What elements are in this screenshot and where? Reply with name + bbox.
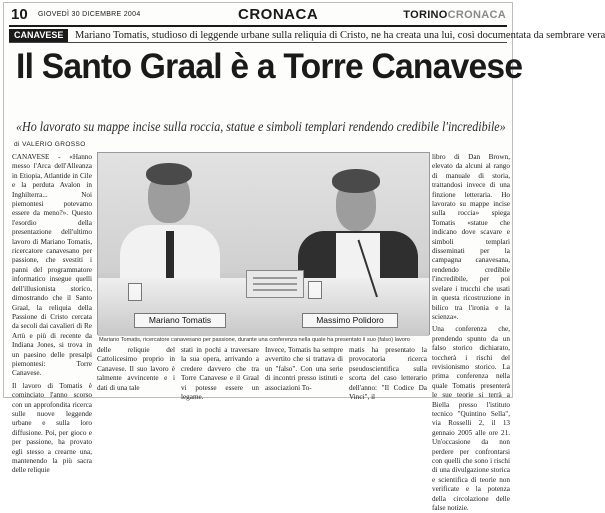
right-column [432, 153, 510, 513]
kicker-tag: CANAVESE [9, 29, 68, 42]
water-glass [308, 281, 322, 299]
page-number: 10 [11, 6, 28, 23]
kicker-row [9, 29, 605, 43]
left-paragraph-2: Il lavoro di Tomatis è cominciato l'anno scorso con un approfondita ricerca sulle nuove leggende urbane e sulla loro diffusione. Poi, per gioco e per passione, ha provato egli stesso a crearne una, mantenendo la più sacra delle reliquie [12, 381, 92, 475]
device-vent [253, 283, 297, 285]
page-date: GIOVEDÌ 30 DICEMBRE 2004 [38, 11, 141, 18]
photo-caption: Mariano Tomatis, ricercatore canavesano per passione, durante una conferenza nella quale ha presentato il suo (falso) lavoro [99, 337, 410, 343]
newspaper-page [3, 2, 605, 513]
water-glass [128, 283, 142, 301]
left-column [12, 153, 92, 476]
device-vent [253, 289, 297, 291]
article-photo [97, 152, 430, 335]
left-hair [146, 163, 192, 185]
kicker-text: Mariano Tomatis, studioso di leggende urbane sulla reliquia di Cristo, ne ha creata una lui, così documentata da sembrare vera [75, 30, 605, 41]
right-paragraph-2: Una conferenza che, prendendo spunto da un falso storico dichiarato, toccherà i rischi del revisionismo storico. La prima conferenza nella quale Tomatis presenterà le sue teorie si terrà a Biella presso l'istituto tecnico "Quintino Sella", via Rosselli 2, il 13 gennaio 2005 alle ore 21. Un'occasione da non perdere per confrontarsi con quelli che sono i rischi di una divulgazione storica e scientifica di teorie non verificate e la potenza della circolazione delle false notizie. [432, 325, 510, 513]
bottom-column-2: stati in pochi a traversare la sua opera, arrivando a credere davvero che tra Torre Canavese e il Graal vi potesse essere un legame. [181, 346, 259, 402]
section-title: CRONACA [238, 6, 319, 23]
device-vent [253, 277, 297, 279]
deck: «Ho lavorato su mappe incise sulla roccia, statue e simboli templari rendendo credibile l'incredibile» [16, 120, 506, 135]
brand-logo [403, 9, 506, 21]
bottom-column-3: Invece, Tomatis ha sempre avvertito che si trattava di un "falso". Con una serie di incontri presso istituti e associazioni To- [265, 346, 343, 392]
bottom-column-4: matis ha presentato la provocatoria ricerca pseudoscientifica sulla scorta del caso letterario dell'anno: "Il Codice Da Vinci", il [349, 346, 427, 402]
left-tie [166, 231, 174, 281]
brand-part2: CRONACA [447, 9, 506, 21]
nameplate-right: Massimo Polidoro [302, 313, 398, 328]
left-paragraph-1: CANAVESE - «Hanno messo l'Arca dell'Alleanza in Etiopia, Atlantide in Cile e la perduta Avalon in Inghilterra... Noi piemontesi potevamo essere da meno?». Questo l'esordio della presentazione dell'ultimo lavoro di Mariano Tomatis, ricercatore canavesano per passione, che svestiti i panni del programmatore informatico insegue quelli dell'illusionista storico, dimostrando che il Santo Graal, la reliquia della Passione di Cristo cercata da secoli dai cavalieri di Re Artù e più di recente da Indiana Jones, si trova in un paesino delle presalpi piemontesi: Torre Canavese. [12, 153, 92, 378]
right-paragraph-1: libro di Dan Brown, elevato da alcuni al rango di manuale di storia, trattandosi invece di una finzione letteraria. Ho lavorato su mappe incise sulla roccia» spiega Tomatis «statue che indicano dove scavare e simboli templari disseminati per la campagna canavesana, rendendo credibile l'incredibile, per poi svelare i trucchi che usati in questa ricostruzione in bilico tra l'ironia e la scienza». [432, 153, 510, 321]
right-hair [332, 169, 380, 193]
nameplate-left: Mariano Tomatis [134, 313, 226, 328]
byline: di VALERIO GROSSO [14, 141, 86, 148]
headline: Il Santo Graal è a Torre Canavese [16, 47, 523, 86]
masthead-rule [9, 25, 507, 27]
brand-part1: TORINO [403, 9, 448, 21]
bottom-column-1: delle reliquie del Cattolicesimo proprio in Canavese. Il suo lavoro è talmente avvincente e i dati di una tale [97, 346, 175, 392]
table-device [246, 270, 304, 298]
